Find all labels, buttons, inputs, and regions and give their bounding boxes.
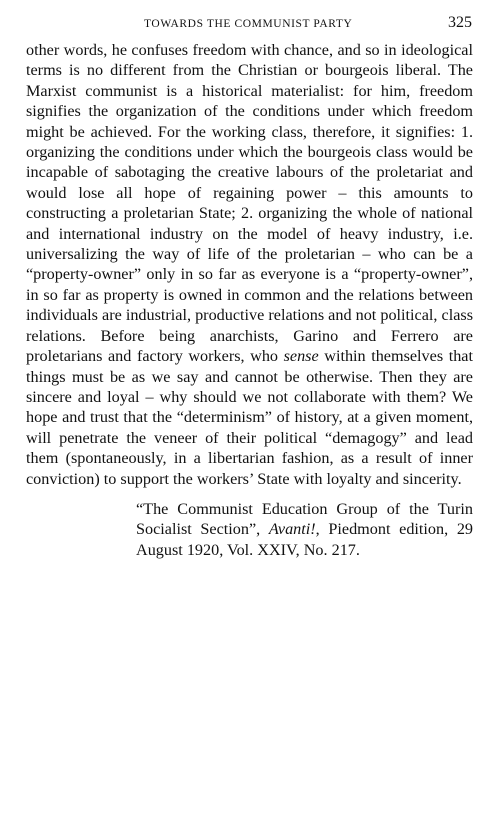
- running-title: TOWARDS THE COMMUNIST PARTY: [144, 18, 353, 30]
- source-text-part-2: , Piedmont edition, 29 August 1920, Vol. XXIV, No. 217.: [136, 520, 474, 559]
- body-text-part-2: within themselves that things must be as we say and cannot be otherwise. Then they are sincere and loyal – why should we not collaborate with them? We hope and trust that the “determinism” of history, at a given moment, will penetrate the veneer of their political “demagogy” and lead them (spontaneously, in a libertarian fashion, as a result of inner conviction) to support the workers’ State with loyalty and sincerity.: [26, 347, 473, 488]
- body-paragraph: [26, 40, 473, 489]
- page-number: 325: [448, 14, 472, 31]
- body-italic-word: sense: [283, 347, 319, 366]
- source-citation: [136, 499, 473, 560]
- running-head: [26, 14, 473, 34]
- source-newspaper-title: Avanti!: [268, 520, 316, 539]
- book-page: [26, 14, 473, 560]
- source-text-part-1: “The Communist Education Group of the Turin Socialist Section”,: [136, 499, 473, 539]
- body-text-part-1: other words, he confuses freedom with chance, and so in ideological terms is no different from the Christian or bourgeois liberal. The Marxist communist is a historical materialist: for him, freedom signifies the organization of the conditions under which freedom might be achieved. For the working class, therefore, it signifies: 1. organizing the conditions under which the bourgeois class would be incapable of sabotaging the creative labours of the proletariat and would lose all hope of regaining power – this amounts to constructing a proletarian State; 2. organizing the whole of national and international industry on the model of heavy industry, i.e. universalizing the way of life of the proletarian – who can be a “property-owner” only in so far as everyone is a “property-owner”, in so far as property is owned in common and the relations between individuals are industrial, productive relations and not political, class relations. Before being anarchists, Garino and Ferrero are proletarians and factory workers, who: [26, 41, 473, 366]
